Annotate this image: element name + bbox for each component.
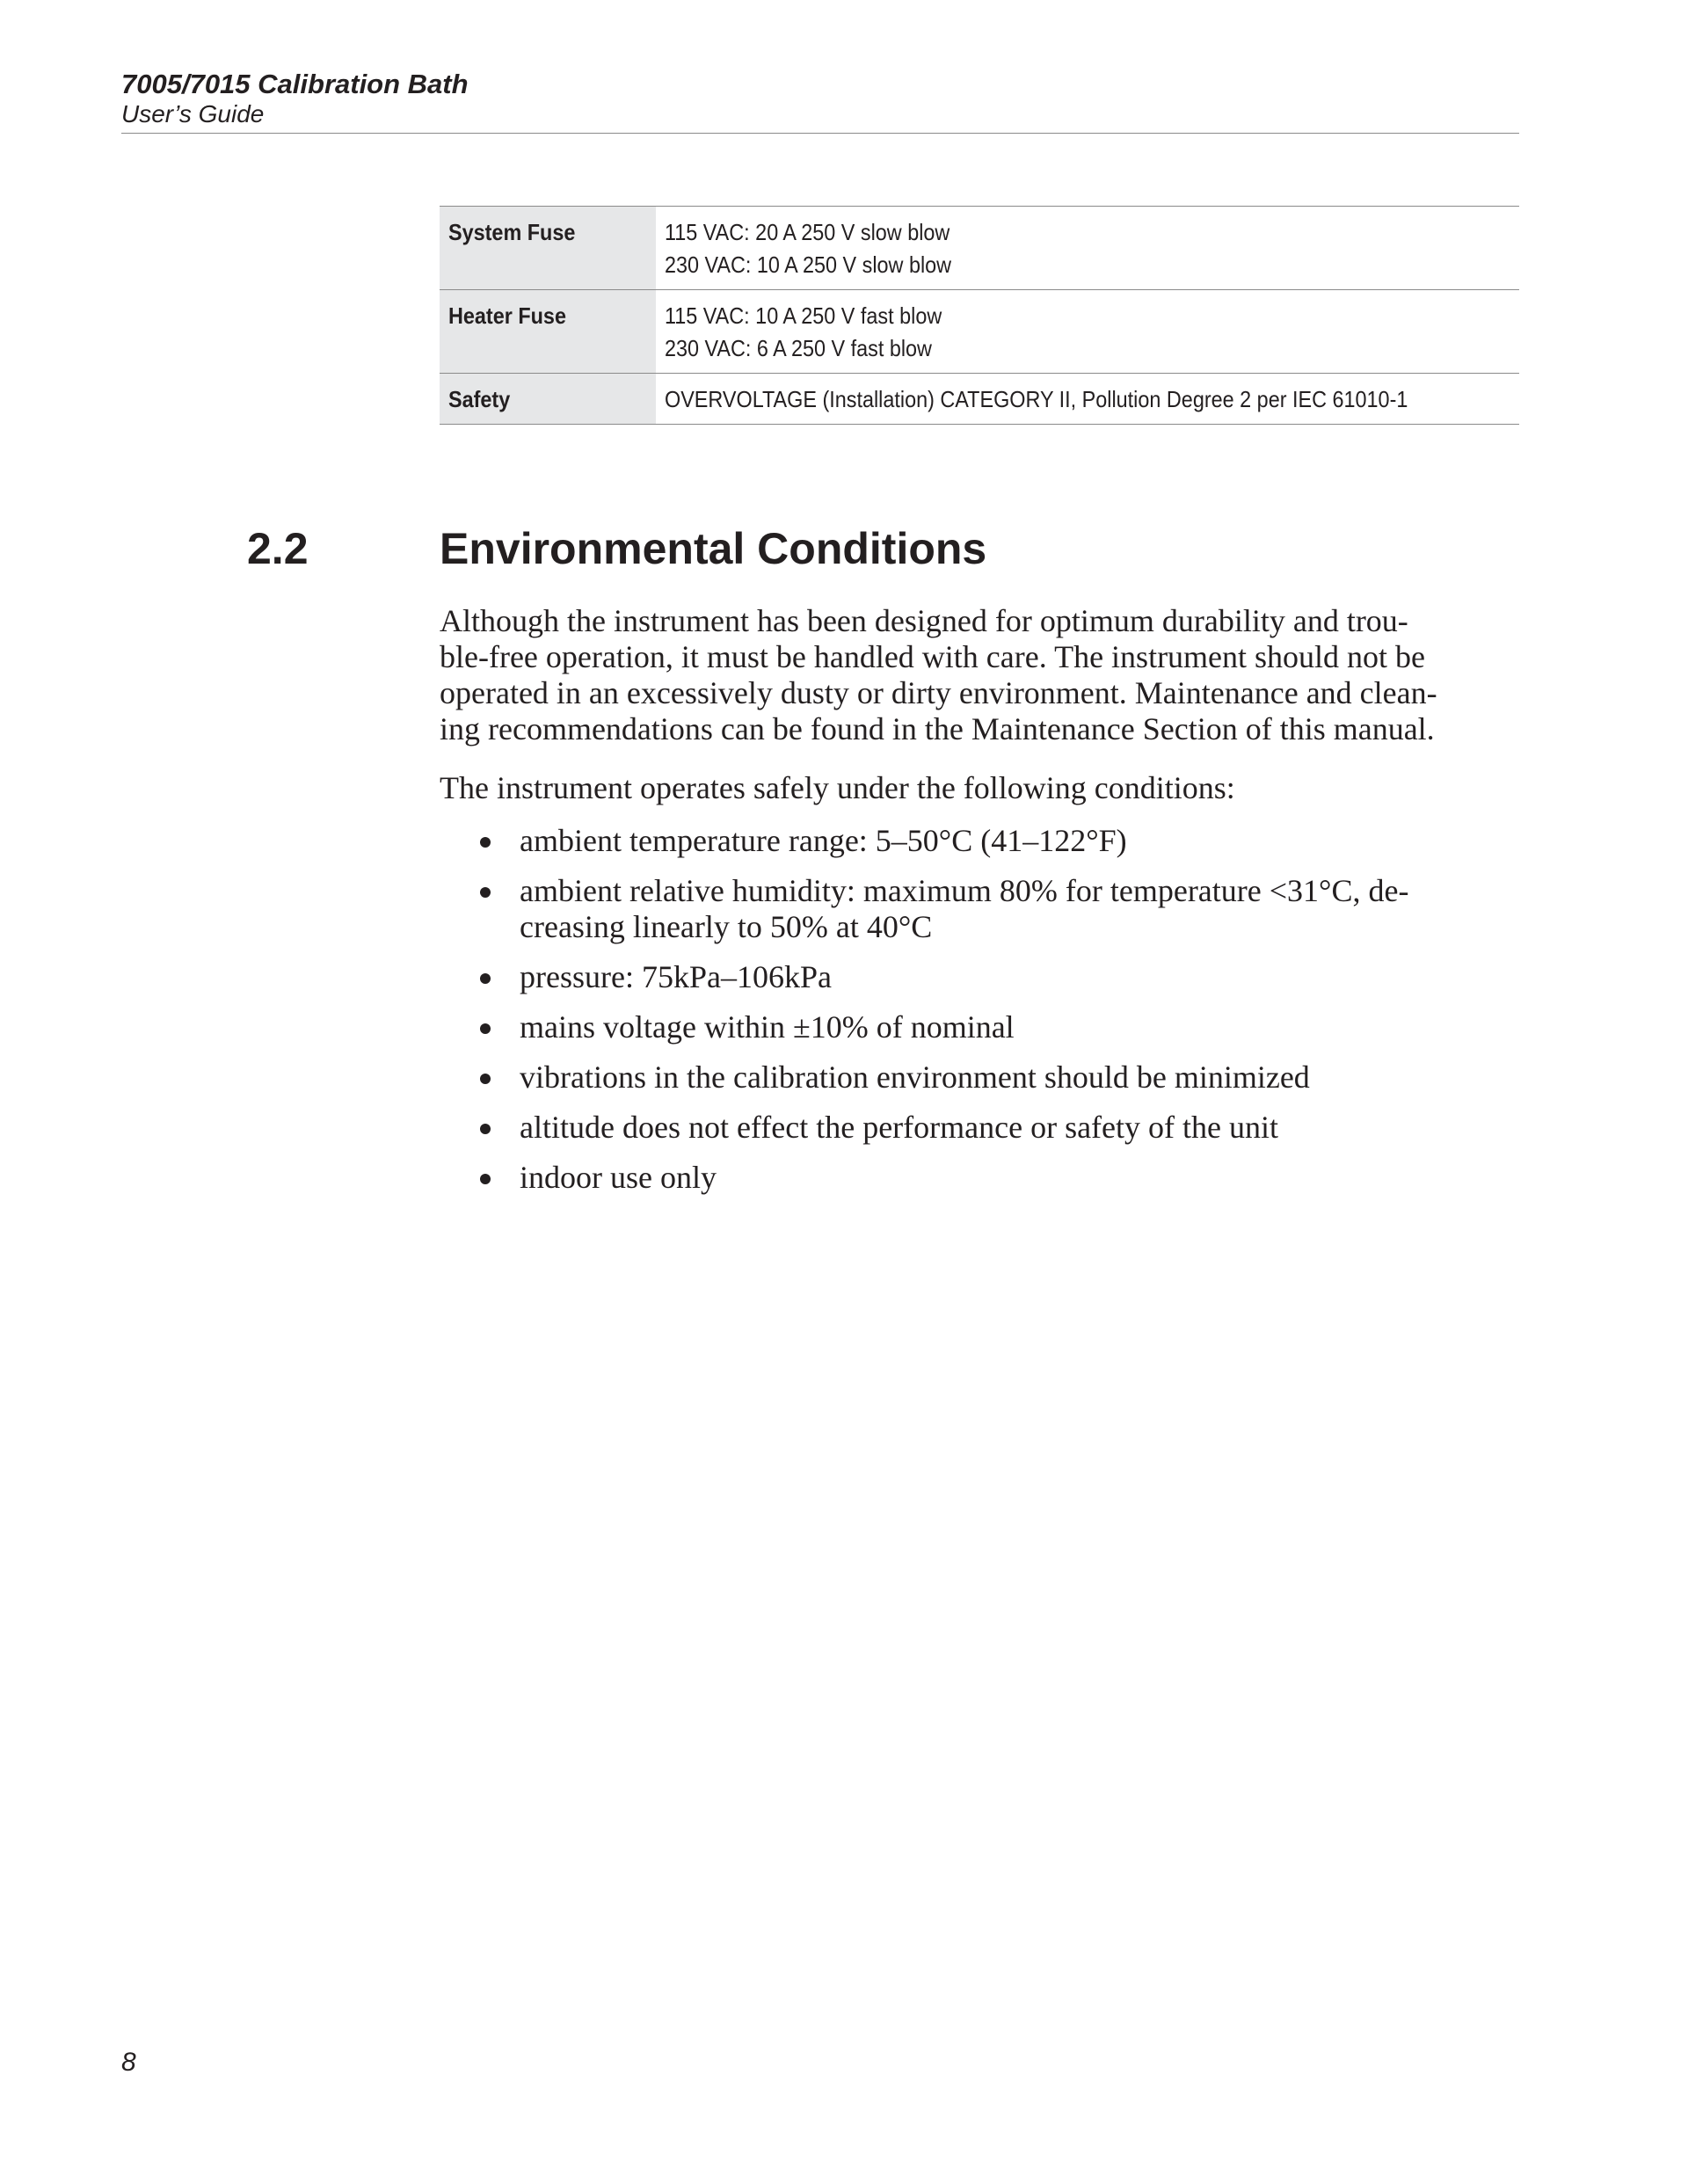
conditions-list	[475, 823, 1530, 1210]
table-row	[440, 290, 1519, 374]
conditions-intro: The instrument operates safely under the following conditions:	[440, 770, 1235, 805]
document-title: 7005/7015 Calibration Bath	[121, 69, 469, 99]
section-number: 2.2	[247, 524, 309, 573]
specifications-table	[440, 206, 1519, 425]
list-item: altitude does not effect the performance or safety of the unit	[475, 1110, 1530, 1146]
bullet-icon	[480, 837, 491, 848]
bullet-icon	[480, 1174, 491, 1184]
spec-value: 115 VAC: 10 A 250 V fast blow 230 VAC: 6 A 250 V fast blow	[656, 290, 1519, 374]
list-item: vibrations in the calibration environment should be minimized	[475, 1059, 1530, 1096]
table-row	[440, 207, 1519, 290]
spec-label: Heater Fuse	[440, 290, 656, 374]
spec-label: Safety	[440, 374, 656, 425]
bullet-icon	[480, 1074, 491, 1084]
spec-label: System Fuse	[440, 207, 656, 290]
list-item: ambient relative humidity: maximum 80% for temperature <31°C, de- creasing linearly to 50% at 40°C	[475, 873, 1530, 945]
section-title: Environmental Conditions	[440, 524, 987, 573]
list-item: pressure: 75kPa–106kPa	[475, 959, 1530, 995]
page-number: 8	[121, 2048, 136, 2077]
list-item: ambient temperature range: 5–50°C (41–122°F)	[475, 823, 1530, 859]
spec-value: OVERVOLTAGE (Installation) CATEGORY II, Pollution Degree 2 per IEC 61010-1	[656, 374, 1519, 425]
table-row	[440, 374, 1519, 425]
bullet-icon	[480, 1124, 491, 1134]
bullet-icon	[480, 1023, 491, 1034]
spec-value: 115 VAC: 20 A 250 V slow blow 230 VAC: 10 A 250 V slow blow	[656, 207, 1519, 290]
list-item: indoor use only	[475, 1160, 1530, 1196]
bullet-icon	[480, 887, 491, 898]
document-subtitle: User’s Guide	[121, 100, 265, 127]
intro-paragraph: Although the instrument has been designed for optimum durability and trou- ble-free operation, it must be handled with care. The instrument should not be operated in an excessively dusty or dirty environment. Maintenance and clean- ing recommendations can be found in the Maintenance Section of this manual.	[440, 603, 1437, 746]
list-item: mains voltage within ±10% of nominal	[475, 1009, 1530, 1045]
page-header	[121, 69, 1519, 134]
bullet-icon	[480, 973, 491, 984]
